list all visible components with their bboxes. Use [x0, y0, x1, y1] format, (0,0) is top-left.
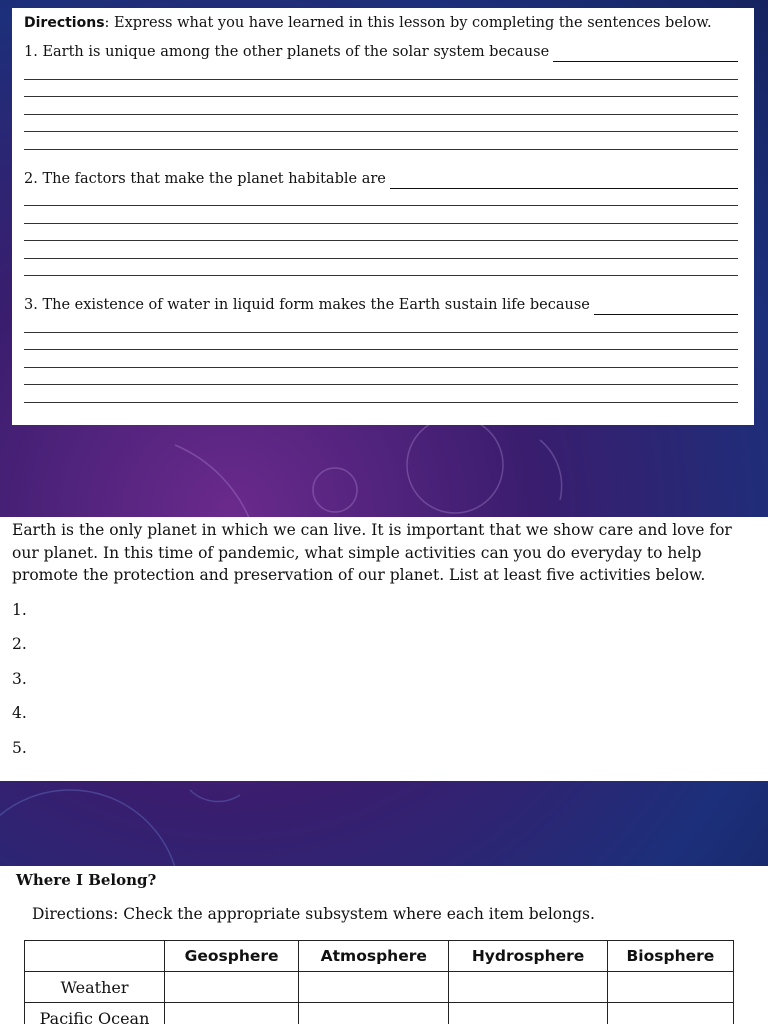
answer-line[interactable] — [24, 368, 738, 386]
check-cell[interactable] — [449, 972, 607, 1003]
answer-blank-2[interactable] — [390, 175, 738, 189]
check-cell[interactable] — [165, 972, 299, 1003]
answer-line[interactable] — [24, 333, 738, 351]
check-cell[interactable] — [607, 1003, 733, 1024]
table-header-geosphere: Geosphere — [165, 941, 299, 972]
row-label: Pacific Ocean — [25, 1003, 165, 1024]
table-header-hydrosphere: Hydrosphere — [449, 941, 607, 972]
answer-line[interactable] — [24, 189, 738, 207]
answer-line[interactable] — [24, 315, 738, 333]
question-3 — [24, 296, 738, 315]
answer-line[interactable] — [24, 97, 738, 115]
activities-panel — [0, 517, 768, 781]
answer-line[interactable] — [24, 224, 738, 242]
directions-label: Directions — [24, 15, 105, 31]
table-header-biosphere: Biosphere — [607, 941, 733, 972]
check-cell[interactable] — [299, 972, 449, 1003]
answer-line[interactable] — [24, 385, 738, 403]
question-3-text: 3. The existence of water in liquid form makes the Earth sustain life because — [24, 297, 590, 313]
table-header-atmosphere: Atmosphere — [299, 941, 449, 972]
directions-text: : Express what you have learned in this lesson by completing the sentences below. — [104, 15, 712, 31]
answer-blank-3[interactable] — [594, 301, 738, 315]
table-header-row — [25, 941, 734, 972]
answer-line[interactable] — [24, 80, 738, 98]
question-2-text: 2. The factors that make the planet habitable are — [24, 170, 386, 187]
table-row — [25, 972, 734, 1003]
answer-line[interactable] — [24, 115, 738, 133]
where-i-belong-panel — [0, 866, 768, 1024]
table-header-blank — [25, 941, 165, 972]
check-cell[interactable] — [607, 972, 733, 1003]
table-row — [25, 1003, 734, 1024]
directions — [24, 14, 738, 33]
answer-line[interactable] — [24, 132, 738, 150]
sentence-completion-panel — [12, 8, 754, 425]
activity-item-4[interactable]: 4. — [12, 704, 27, 722]
question-1 — [24, 43, 738, 62]
check-cell[interactable] — [165, 1003, 299, 1024]
subsystem-table — [24, 940, 734, 1024]
activity-item-3[interactable]: 3. — [12, 669, 27, 688]
answer-blank-1[interactable] — [553, 48, 738, 62]
activities-prompt: Earth is the only planet in which we can live. It is important that we show care and love for our planet. In this time of pandemic, what simple activities can you do everyday to help promote the protection and preservation of our planet. List at least five activities below. — [12, 521, 732, 584]
question-1-text: 1. Earth is unique among the other planets of the solar system because — [24, 44, 550, 60]
section-title: Where I Belong? — [16, 871, 157, 889]
activity-item-2[interactable]: 2. — [12, 635, 27, 653]
check-cell[interactable] — [449, 1003, 607, 1024]
row-label: Weather — [25, 972, 165, 1003]
answer-line[interactable] — [24, 206, 738, 224]
answer-line[interactable] — [24, 259, 738, 277]
activity-item-5[interactable]: 5. — [12, 738, 27, 757]
answer-line[interactable] — [24, 62, 738, 80]
question-2 — [24, 170, 738, 189]
activity-item-1[interactable]: 1. — [12, 600, 27, 619]
answer-line[interactable] — [24, 350, 738, 368]
answer-line[interactable] — [24, 241, 738, 259]
check-cell[interactable] — [299, 1003, 449, 1024]
section-directions: Directions: Check the appropriate subsystem where each item belongs. — [32, 905, 595, 923]
